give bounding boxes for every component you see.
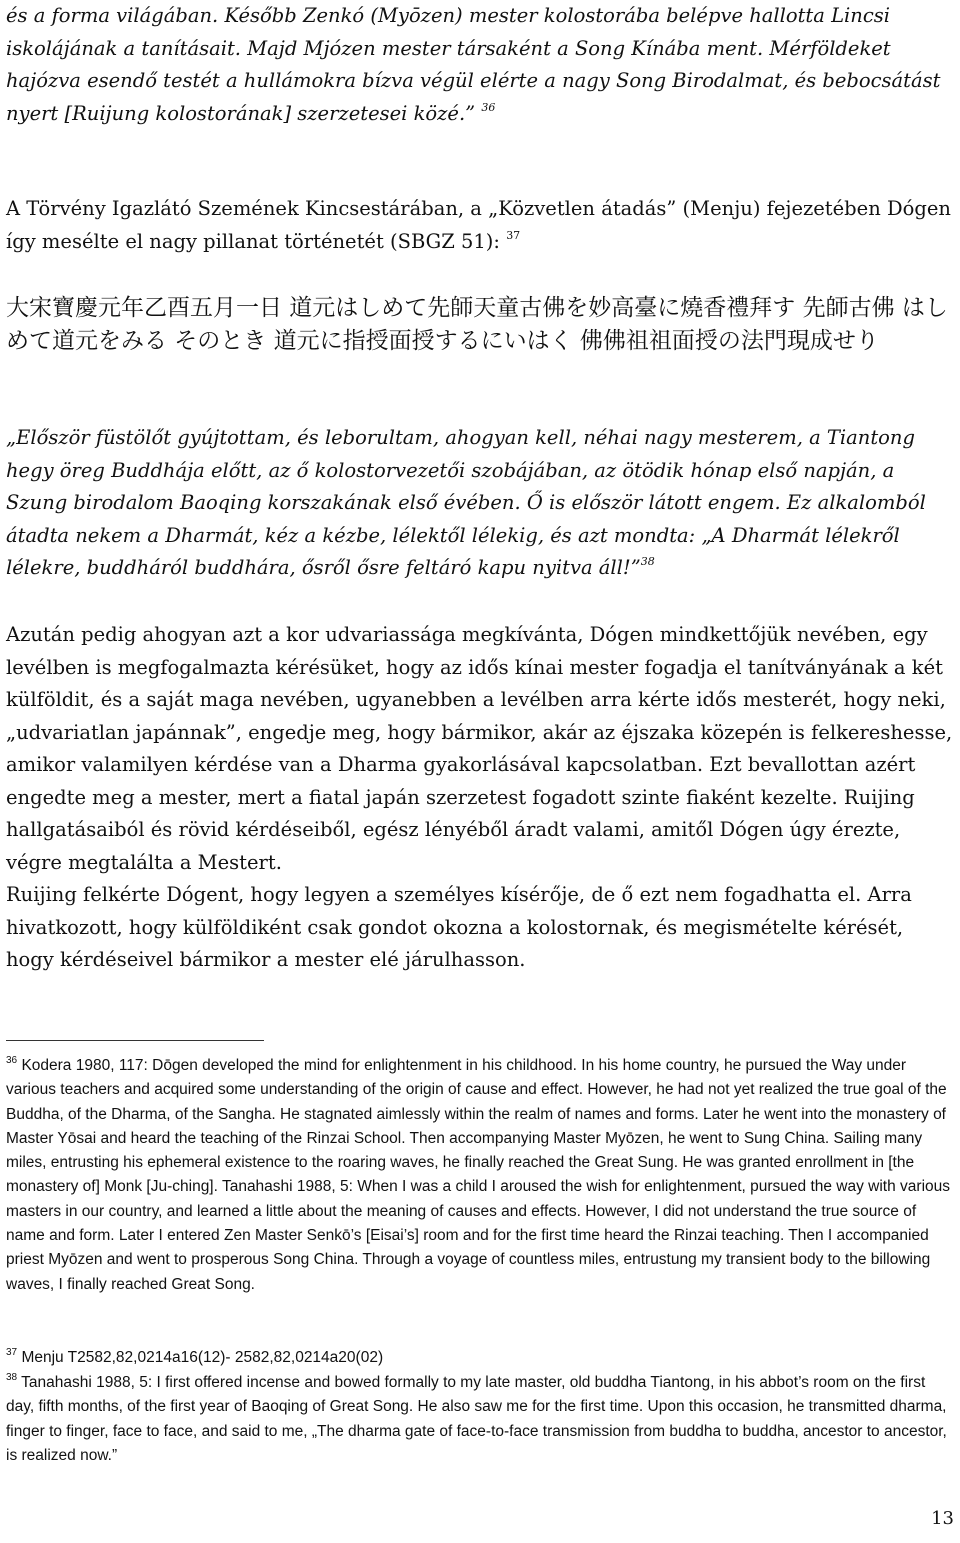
footnote-number: 37: [6, 1347, 18, 1358]
footnote-text: Kodera 1980, 117: Dōgen developed the mind for enlightenment in his childhood. In his home country, he pursued the Way under various teachers and acquired some understanding of the origin of cause and effect. However, he had not yet realized the true goal of the Buddha, of the Dharma, of the Sangha. He stagnated aimlessly within the realm of names and forms. Later he went into the monastery of Master Yōsai and heard the teaching of the Rinzai School. Then accompanying Master Myōzen, he went to Sung China. Sailing many miles, entrusting his ephemeral existence to the roaring waves, he finally reached the Great Sung. He was granted enrollment in [the monastery of] Monk [Ju-ching]. Tanahashi 1988, 5: When I was a child I aroused the wish for enlightenment, pursued the way with various masters in our country, and learned a little about the meaning of causes and effects. However, I did not understand the true source of name and form. Later I entered Zen Master Senkō’s [Eisai’s] room and for the first time heard the Rinzai teaching. Then I accompanied priest Myōzen and went to prosperous Song China. Through a voyage of countless miles, entrustung my transient body to the billowing waves, I finally reached Great Song.: [6, 1057, 951, 1293]
footnote-number: 38: [6, 1372, 18, 1383]
footnote-text: Tanahashi 1988, 5: I first offered incense and bowed formally to my late master, old buddha Tiantong, in his abbot’s room on the first day, fifth months, of the first year of Baoqing of Great Song. He also saw me for the first time. Upon this occasion, he transmitted dharma, finger to finger, face to face, and said to me, „The dharma gate of face-to-face transmission from buddha to buddha, ancestor to ancestor, is realized now.”: [6, 1374, 947, 1464]
sbgz-paragraph: [6, 193, 954, 258]
footnote-separator: [6, 1040, 264, 1041]
footnote-number: 36: [6, 1055, 18, 1066]
footnote-text: Menju T2582,82,0214a16(12)- 2582,82,0214a20(02): [21, 1349, 384, 1366]
footnote-ref-38[interactable]: 38: [640, 555, 655, 568]
intro-paragraph: [6, 0, 954, 130]
footnote-37: [6, 1346, 383, 1370]
intro-text: és a forma világában. Később Zenkó (Myōzen) mester kolostorába belépve hallotta Lincsi iskolájának a tanításait. Majd Mjózen mester társaként a Song Kínába ment. Mérföldeket hajózva esendő testét a hullámokra bízva végül elérte a nagy Song Birodalmat, és bebocsátást nyert [Ruijung kolostorának] szerzetesei közé.”: [6, 4, 941, 125]
footnote-38: [6, 1371, 954, 1468]
body-section: [6, 619, 954, 977]
translated-quote: [6, 422, 954, 585]
body-paragraph-1: Azután pedig ahogyan azt a kor udvariassága megkívánta, Dógen mindkettőjük nevében, egy levélben is megfogalmazta kérésüket, hogy az idős kínai mester fogadja el tanítványának a két külföldit, és a saját maga nevében, ugyanebben a levélben arra kérte idős mesterét, hogy neki, „udvariatlan japánnak”, engedje meg, hogy bármikor, akár az éjszaka közepén is felkereshesse, amikor valamilyen kérdése van a Dharma gyakorlásával kapcsolatban. Ezt bevallottan azért engedte meg a mester, mert a fiatal japán szerzetest fogadott szinte fiaként kezelte. Ruijing hallgatásaiból és rövid kérdéseiből, egész lényéből áradt valami, amitől Dógen úgy érezte, végre megtalálta a Mestert.: [6, 623, 953, 874]
quote-text: „Először füstölőt gyújtottam, és leborultam, ahogyan kell, néhai nagy mesterem, a Tiantong hegy öreg Buddhája előtt, az ő kolostorvezetői szobájában, az ötödik hónap első napján, a Szung birodalom Baoqing korszakának első évében. Ő is először látott engem. Ez alkalomból átadta nekem a Dharmát, kéz a kézbe, lélektől lélekig, és azt mondta: „A Dharmát lélekről lélekre, buddháról buddhára, ősről ősre feltáró kapu nyitva áll!”: [6, 426, 926, 579]
body-paragraph-2: Ruijing felkérte Dógent, hogy legyen a személyes kísérője, de ő ezt nem fogadhatta el. Arra hivatkozott, hogy külföldiként csak gondot okozna a kolostornak, és megismételte kérését, hogy kérdéseivel bármikor a mester elé járulhasson.: [6, 883, 912, 971]
footnote-36: [6, 1054, 954, 1297]
sbgz-text: A Törvény Igazlátó Szemének Kincsestárában, a „Közvetlen átadás” (Menju) fejezetében Dógen így mesélte el nagy pillanat történetét (SBGZ 51):: [6, 197, 951, 253]
footnote-ref-36[interactable]: 36: [481, 100, 496, 114]
footnote-ref-37[interactable]: 37: [506, 228, 521, 242]
page-number: 13: [931, 1508, 954, 1529]
japanese-quote: 大宋寶慶元年乙酉五月一日 道元はしめて先師天童古佛を妙高臺に燒香禮拜す 先師古佛 はしめて道元をみる そのとき 道元に指授面授するにいはく 佛佛祖祖面授の法門現成せり: [6, 295, 948, 354]
